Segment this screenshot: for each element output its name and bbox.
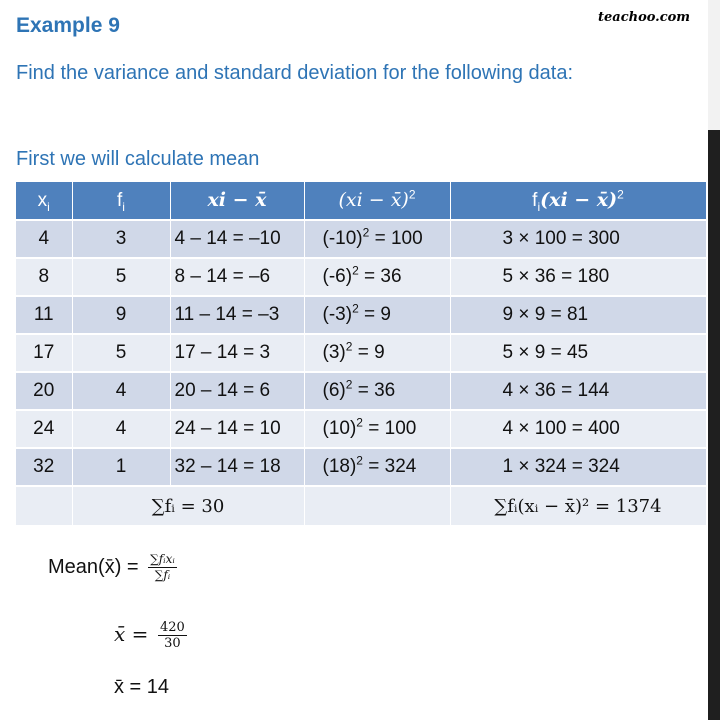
mean-denominator: ∑fᵢ xyxy=(154,568,171,582)
cell-squared: $(6)^2 = 36$ xyxy=(304,372,450,410)
cell-f: 3 xyxy=(72,220,170,258)
cell-result: 4 × 36 = 144 xyxy=(450,372,706,410)
example-title: Example 9 xyxy=(16,14,120,37)
data-table xyxy=(16,182,707,525)
cell-squared: $(3)^2 = 9$ xyxy=(304,334,450,372)
cell-x: 20 xyxy=(16,372,72,410)
mean-result: x̄ = 14 xyxy=(114,676,170,698)
cell-deviation: 24 – 14 = 10 xyxy=(170,410,304,448)
mean-value-fraction xyxy=(158,620,187,651)
mean-numerator: ∑fᵢxᵢ xyxy=(150,552,175,566)
cell-deviation: 17 – 14 = 3 xyxy=(170,334,304,372)
cell-result: 9 × 9 = 81 xyxy=(450,296,706,334)
sum-weighted-squares: ∑fᵢ(xᵢ − x̄)² = 1374 xyxy=(450,486,706,525)
table-header xyxy=(16,182,706,220)
cell-f: 4 xyxy=(72,410,170,448)
header-x: $x_i$ xyxy=(16,182,72,220)
table-row xyxy=(16,220,706,258)
cell-squared: $(10)^2 = 100$ xyxy=(304,410,450,448)
cell-result: 4 × 100 = 400 xyxy=(450,410,706,448)
header-f: $f_i$ xyxy=(72,182,170,220)
table-row xyxy=(16,258,706,296)
cell-f: 9 xyxy=(72,296,170,334)
cell-deviation: 11 – 14 = –3 xyxy=(170,296,304,334)
scrollbar-track xyxy=(708,0,720,130)
cell-x: 8 xyxy=(16,258,72,296)
cell-result: 5 × 36 = 180 xyxy=(450,258,706,296)
cell-x: 17 xyxy=(16,334,72,372)
mean-label: Mean(x̄) = xyxy=(48,555,139,578)
cell-f: 1 xyxy=(72,448,170,486)
brand-logo: teachoo.com xyxy=(598,10,691,25)
cell-squared: $(-3)^2 = 9$ xyxy=(304,296,450,334)
mean-value-numerator: 420 xyxy=(159,620,185,635)
header-deviation: xi − x̄ xyxy=(170,182,304,220)
mean-lhs: x̄ = xyxy=(114,621,149,646)
mean-value-denominator: 30 xyxy=(164,636,181,651)
mean-substitution xyxy=(114,620,187,651)
sum-spacer xyxy=(304,486,450,525)
mean-fraction xyxy=(148,552,177,583)
cell-squared: $(18)^2 = 324$ xyxy=(304,448,450,486)
cell-squared: $(-10)^2 = 100$ xyxy=(304,220,450,258)
cell-deviation: 20 – 14 = 6 xyxy=(170,372,304,410)
table-row xyxy=(16,410,706,448)
cell-squared: $(-6)^2 = 36$ xyxy=(304,258,450,296)
cell-x: 24 xyxy=(16,410,72,448)
cell-f: 5 xyxy=(72,334,170,372)
cell-x: 32 xyxy=(16,448,72,486)
cell-result: 3 × 100 = 300 xyxy=(450,220,706,258)
table-row xyxy=(16,372,706,410)
table-row xyxy=(16,334,706,372)
cell-deviation: 4 – 14 = –10 xyxy=(170,220,304,258)
header-weighted-squared: $f_i(xi$ − x̄)$^2$ xyxy=(450,182,706,220)
cell-result: 5 × 9 = 45 xyxy=(450,334,706,372)
table-row xyxy=(16,296,706,334)
sum-spacer xyxy=(16,486,72,525)
cell-x: 4 xyxy=(16,220,72,258)
sum-frequency: ∑fᵢ = 30 xyxy=(72,486,304,525)
cell-deviation: 32 – 14 = 18 xyxy=(170,448,304,486)
cell-result: 1 × 324 = 324 xyxy=(450,448,706,486)
header-deviation-squared: (xi − x̄)$^2$ xyxy=(304,182,450,220)
cell-x: 11 xyxy=(16,296,72,334)
cell-deviation: 8 – 14 = –6 xyxy=(170,258,304,296)
mean-formula xyxy=(48,552,177,583)
step-label: First we will calculate mean xyxy=(16,148,260,170)
question-text: Find the variance and standard deviation for the following data: xyxy=(16,62,574,84)
sum-row xyxy=(16,486,706,525)
cell-f: 5 xyxy=(72,258,170,296)
table-row xyxy=(16,448,706,486)
right-edge-bar xyxy=(708,130,720,720)
cell-f: 4 xyxy=(72,372,170,410)
